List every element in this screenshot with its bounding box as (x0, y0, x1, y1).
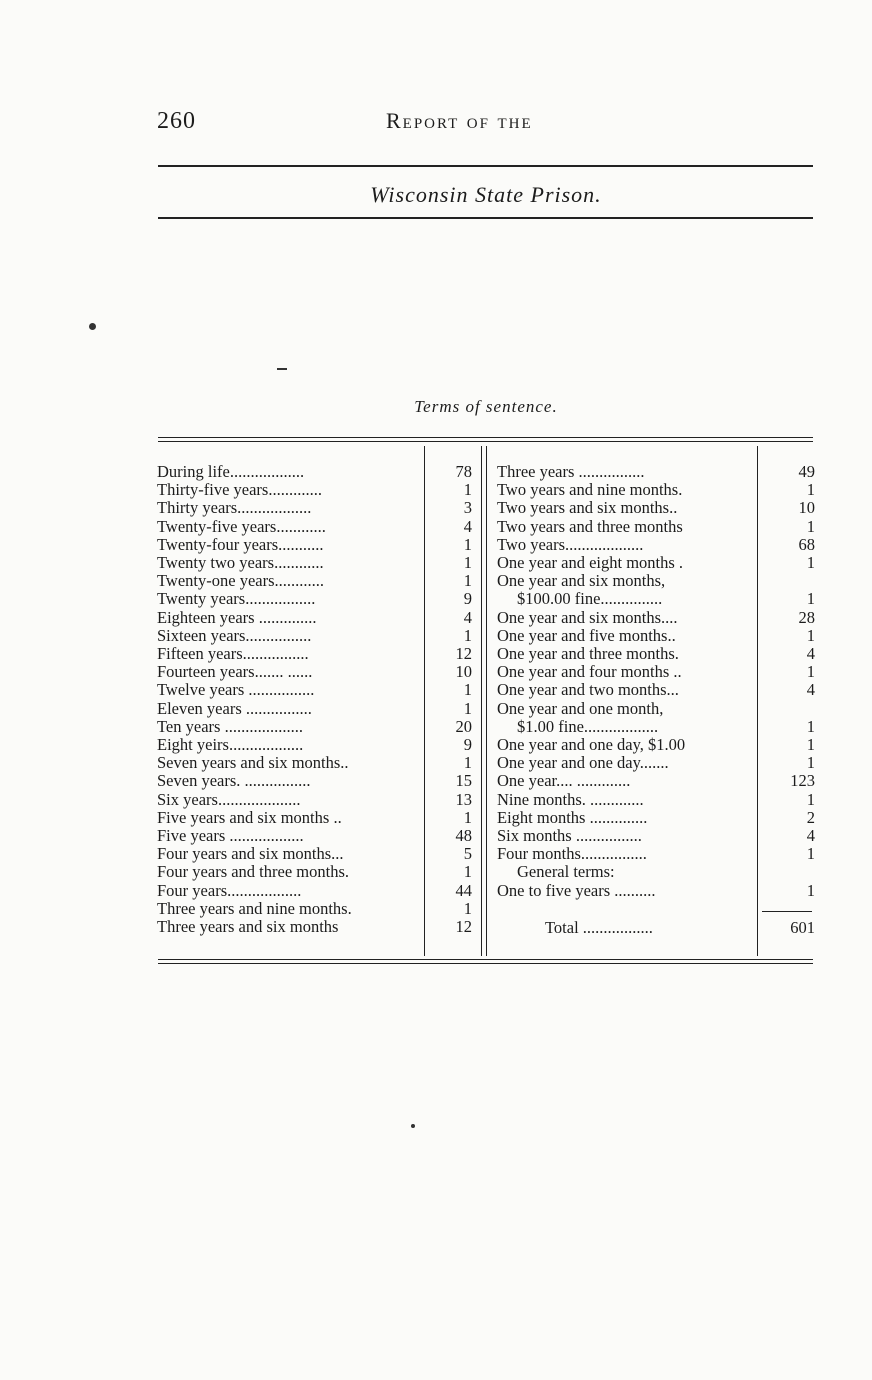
table-row (157, 645, 472, 663)
sentence-term-label: Two years and three months (497, 517, 683, 536)
sentence-count: 1 (806, 716, 815, 736)
total-value: 601 (790, 918, 815, 937)
sentence-count: 13 (455, 789, 472, 809)
table-row (497, 572, 815, 590)
table-row (157, 681, 472, 699)
sentence-term-label: One year.... ............. (497, 772, 631, 791)
header-rule (158, 165, 813, 167)
sentence-count: 2 (806, 807, 815, 827)
sentence-count: 68 (798, 534, 815, 554)
sentence-count: 1 (463, 862, 472, 882)
table-row (497, 772, 815, 790)
table-row (157, 791, 472, 809)
table-row (157, 499, 472, 517)
sentence-term-label: Seven years. ................ (157, 772, 311, 791)
table-row (157, 736, 472, 754)
subtitle-rule (158, 217, 813, 219)
sentence-term-label: One year and one day....... (497, 754, 669, 773)
sentence-count: 1 (463, 553, 472, 572)
table-row (157, 845, 472, 863)
sentence-count: 3 (463, 498, 472, 518)
table-row (497, 663, 815, 681)
table-row (497, 481, 815, 499)
sentence-count: 1 (463, 898, 472, 918)
sentence-count: 20 (455, 716, 472, 736)
sentence-term-label: One year and four months .. (497, 663, 682, 682)
sentence-term-label: Fourteen years....... ...... (157, 663, 313, 682)
table-row (497, 463, 815, 481)
sentence-term-label: Thirty-five years............. (157, 481, 322, 500)
sentence-term-label: Twelve years ................ (157, 681, 315, 700)
table-row (497, 754, 815, 772)
sentence-term-label: Eleven years ................ (157, 699, 312, 718)
sentence-count: 1 (806, 753, 815, 773)
sentence-count: 1 (806, 553, 815, 572)
table-row (497, 882, 815, 900)
col-divider-center-2 (486, 446, 487, 956)
table-row (157, 900, 472, 918)
sentence-term-label: Six years.................... (157, 790, 301, 809)
sentence-term-label: Two years and six months.. (497, 499, 678, 518)
table-title: Terms of sentence. (414, 397, 558, 416)
stray-mark (277, 368, 287, 370)
sentence-count: 1 (806, 844, 815, 864)
table-row (157, 700, 472, 718)
sentence-count: 123 (790, 771, 815, 791)
table-row (157, 882, 472, 900)
table-row (497, 700, 815, 718)
table-row (497, 536, 815, 554)
table-row (497, 791, 815, 809)
table-row (497, 554, 815, 572)
table-row (157, 518, 472, 536)
sentence-count: 15 (455, 771, 472, 791)
sentence-term-label: Nine months. ............. (497, 790, 644, 809)
sentence-term-label: Twenty years................. (157, 590, 316, 609)
table-row (497, 681, 815, 699)
table-row (497, 590, 815, 608)
sentence-term-label: Eight yeirs.................. (157, 736, 304, 754)
sentence-count: 48 (455, 826, 472, 845)
sentence-term-label: Twenty-four years........... (157, 535, 324, 554)
table-row (497, 863, 815, 881)
sentence-count: 10 (455, 662, 472, 682)
sentence-term-label: One year and two months... (497, 681, 679, 700)
sentence-count: 9 (463, 589, 472, 609)
table-row (157, 590, 472, 608)
sentence-term-label: Six months ................ (497, 827, 642, 845)
sentence-count: 1 (806, 625, 815, 645)
table-row (497, 736, 815, 754)
sentence-count: 4 (806, 826, 815, 845)
sentence-count: 1 (806, 662, 815, 682)
table-row (157, 863, 472, 881)
table-row (157, 918, 472, 936)
sentence-count: 1 (463, 680, 472, 700)
table-row (157, 481, 472, 499)
sentence-term-label: Eight months .............. (497, 808, 648, 827)
sentence-count: 4 (463, 516, 472, 536)
table-row (157, 536, 472, 554)
table-row (497, 499, 815, 517)
table-row (497, 609, 815, 627)
sentence-term-label: Sixteen years................ (157, 626, 312, 645)
sentence-count: 4 (806, 680, 815, 700)
col-divider-center-1 (481, 446, 482, 956)
table-row (157, 663, 472, 681)
page-number: 260 (157, 108, 196, 134)
sentence-term-label: Ten years ................... (157, 717, 303, 736)
sentence-term-label: General terms: (517, 863, 615, 882)
table-row (497, 827, 815, 845)
table-row (157, 572, 472, 590)
stray-dot (411, 1124, 415, 1128)
sentence-term-label: One year and five months.. (497, 626, 676, 645)
sentence-count: 1 (463, 807, 472, 827)
sentence-count: 4 (463, 607, 472, 627)
table-row (157, 772, 472, 790)
sentence-term-label: Four months................ (497, 845, 647, 864)
sentence-term-label: Five years and six months .. (157, 808, 342, 827)
sentence-term-label: One year and three months. (497, 645, 679, 663)
sentence-count: 1 (463, 534, 472, 554)
sentence-count: 1 (463, 753, 472, 773)
sentence-count: 1 (463, 480, 472, 500)
table-row (157, 754, 472, 772)
table-row (497, 718, 815, 736)
total-rule (762, 911, 812, 912)
sentence-count: 28 (798, 607, 815, 627)
margin-dot (89, 323, 96, 330)
table-row (497, 645, 815, 663)
table-row (157, 554, 472, 572)
sentence-term-label: Four years and three months. (157, 863, 349, 882)
sentence-term-label: One year and six months, (497, 572, 666, 591)
table-row (497, 518, 815, 536)
sentence-term-label: Eighteen years .............. (157, 608, 317, 627)
sentence-count: 1 (806, 880, 815, 900)
total-label: Total ................. (545, 919, 653, 937)
sentence-count: 44 (455, 880, 472, 900)
sentence-term-label: Twenty-one years............ (157, 572, 325, 591)
section-subtitle: Wisconsin State Prison. (370, 182, 602, 207)
sentence-term-label: Two years and nine months. (497, 481, 683, 500)
sentence-term-label: Seven years and six months.. (157, 754, 349, 773)
table-row (497, 845, 815, 863)
sentence-term-label: Four years and six months... (157, 845, 344, 864)
sentence-count: 9 (463, 735, 472, 754)
table-bottom-rule (158, 959, 813, 964)
sentence-count: 4 (806, 644, 815, 663)
total-row (497, 919, 815, 937)
sentence-count: 1 (806, 516, 815, 536)
sentence-count: 1 (463, 571, 472, 591)
sentence-count: 5 (463, 844, 472, 864)
sentence-term-label: Five years .................. (157, 827, 304, 845)
sentence-term-label: Twenty-five years............ (157, 517, 326, 536)
sentence-term-label: $100.00 fine............... (517, 590, 663, 609)
table-row (157, 809, 472, 827)
sentence-count: 78 (455, 462, 472, 481)
sentence-count: 12 (455, 917, 472, 936)
sentence-term-label: $1.00 fine.................. (517, 717, 659, 736)
sentence-term-label: One year and one day, $1.00 (497, 736, 686, 754)
sentence-count: 1 (463, 625, 472, 645)
running-title: Report of the (386, 108, 533, 133)
sentence-count: 1 (806, 480, 815, 500)
sentence-term-label: Three years and six months (157, 918, 339, 936)
sentence-term-label: During life.................. (157, 463, 305, 481)
sentence-term-label: One year and one month, (497, 699, 664, 718)
table-row (497, 627, 815, 645)
table-row (157, 718, 472, 736)
sentence-count: 49 (798, 462, 815, 481)
sentence-count: 1 (806, 789, 815, 809)
table-row (497, 809, 815, 827)
sentence-term-label: One year and six months.... (497, 608, 678, 627)
sentence-term-label: Fifteen years................ (157, 645, 309, 663)
table-row (157, 627, 472, 645)
sentence-term-label: Two years................... (497, 535, 644, 554)
table-row (157, 827, 472, 845)
sentence-count: 1 (806, 735, 815, 754)
sentence-term-label: Three years and nine months. (157, 899, 352, 918)
sentence-term-label: Thirty years.................. (157, 499, 312, 518)
sentence-count: 12 (455, 644, 472, 663)
sentence-term-label: Three years ................ (497, 463, 645, 481)
sentence-count: 10 (798, 498, 815, 518)
table-top-rule (158, 437, 813, 442)
sentence-count: 1 (806, 589, 815, 609)
sentence-count: 1 (463, 698, 472, 718)
sentence-term-label: Twenty two years............ (157, 554, 324, 572)
sentence-term-label: Four years.................. (157, 881, 302, 900)
sentence-term-label: One year and eight months . (497, 554, 684, 572)
table-row (157, 609, 472, 627)
table-row (157, 463, 472, 481)
sentence-term-label: One to five years .......... (497, 881, 656, 900)
